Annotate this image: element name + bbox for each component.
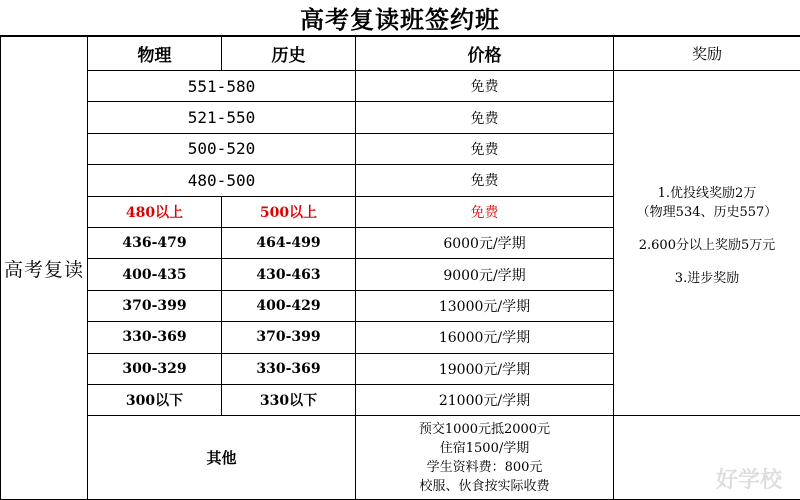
header-row	[1, 37, 800, 71]
history-score: 464-499	[222, 227, 356, 258]
history-score: 400-429	[222, 290, 356, 321]
other-label: 其他	[88, 416, 356, 500]
physics-score: 300-329	[88, 353, 222, 384]
other-line: 校服、伙食按实际收费	[419, 478, 550, 494]
physics-score: 300以下	[88, 384, 222, 415]
physics-score: 330-369	[88, 322, 222, 353]
physics-score: 480以上	[88, 196, 222, 227]
price-cell: 免费	[356, 165, 614, 196]
price-cell: 免费	[356, 133, 614, 164]
other-row	[1, 416, 800, 500]
history-score: 430-463	[222, 259, 356, 290]
history-score: 500以上	[222, 196, 356, 227]
other-line: 预交1000元抵2000元	[418, 421, 551, 437]
price-cell: 免费	[356, 71, 614, 102]
price-cell: 21000元/学期	[356, 384, 614, 415]
award-cell	[614, 71, 800, 416]
score-band: 551-580	[88, 71, 356, 102]
award-item: 2.600分以上奖励5万元	[638, 238, 776, 254]
price-cell: 免费	[356, 102, 614, 133]
header-physics: 物理	[88, 37, 222, 71]
table-row	[1, 71, 800, 102]
price-cell: 9000元/学期	[356, 259, 614, 290]
physics-score: 436-479	[88, 227, 222, 258]
history-score: 330-369	[222, 353, 356, 384]
score-band: 500-520	[88, 133, 356, 164]
page-title: 高考复读班签约班	[0, 0, 800, 36]
award-item: 1.优投线奖励2万 （物理534、历史557）	[636, 186, 778, 221]
award-item: 3.进步奖励	[674, 271, 740, 287]
other-details	[356, 416, 614, 500]
price-cell: 16000元/学期	[356, 322, 614, 353]
header-price: 价格	[356, 37, 614, 71]
score-band: 480-500	[88, 165, 356, 196]
price-cell: 免费	[356, 196, 614, 227]
header-award: 奖励	[614, 37, 800, 71]
physics-score: 370-399	[88, 290, 222, 321]
score-band: 521-550	[88, 102, 356, 133]
physics-score: 400-435	[88, 259, 222, 290]
watermark: 好学校	[715, 468, 782, 493]
header-history: 历史	[222, 37, 356, 71]
row-group-label: 高考复读	[1, 37, 88, 500]
price-cell: 6000元/学期	[356, 227, 614, 258]
other-line: 学生资料费：800元	[426, 459, 543, 475]
fee-table	[0, 36, 800, 500]
history-score: 370-399	[222, 322, 356, 353]
price-cell: 13000元/学期	[356, 290, 614, 321]
price-cell: 19000元/学期	[356, 353, 614, 384]
other-line: 住宿1500/学期	[439, 440, 530, 456]
history-score: 330以下	[222, 384, 356, 415]
